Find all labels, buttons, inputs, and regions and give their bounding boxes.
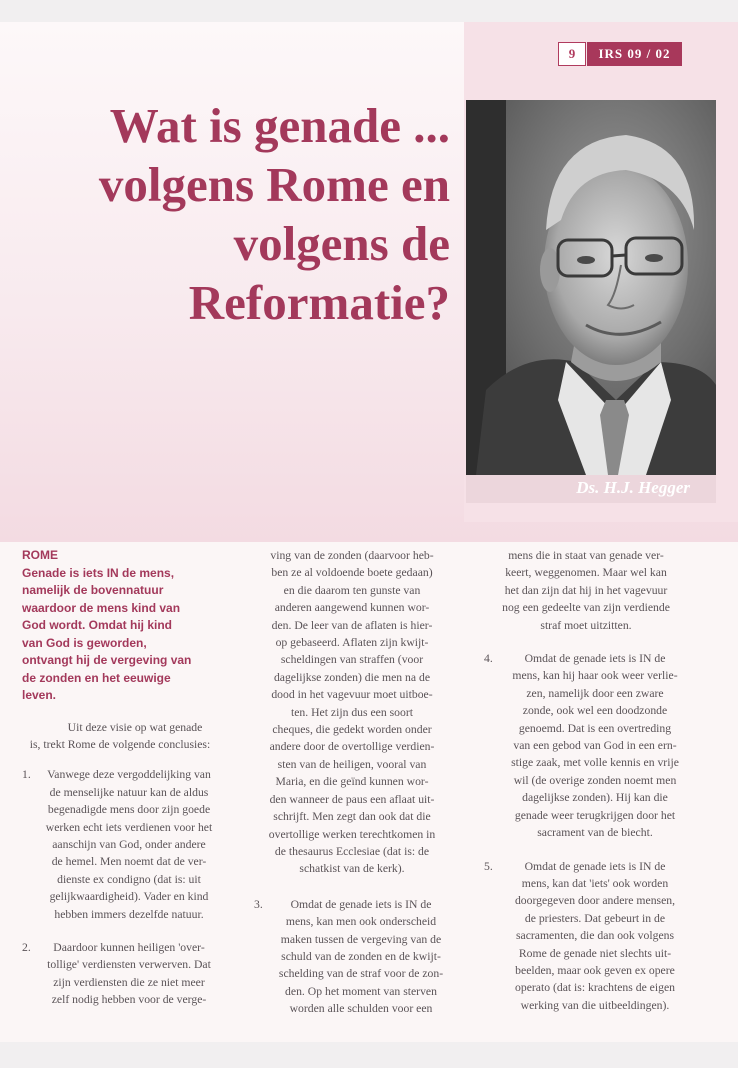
text-line: schrijft. Men zegt dan ook dat die bbox=[273, 810, 431, 824]
lead-line: Genade is iets IN de mens, bbox=[22, 565, 175, 580]
portrait-illustration bbox=[466, 100, 716, 475]
section-heading: ROME bbox=[22, 548, 58, 562]
text-line: doorgegeven door andere mensen, bbox=[514, 894, 676, 908]
text-line: wil (de overige zonden noemt men bbox=[513, 773, 677, 787]
text-line: dood in het vagevuur moet uitboe- bbox=[271, 688, 433, 702]
lead-line: waardoor de mens kind van bbox=[22, 600, 181, 615]
title-line: volgens Rome en bbox=[98, 157, 450, 212]
text-line: scheldingen van straffen (voor bbox=[280, 653, 424, 667]
text-line: de priesters. Dat gebeurt in de bbox=[524, 911, 666, 925]
text-line: tollige' verdiensten verwerven. Dat bbox=[47, 958, 211, 972]
text-line: Rome de genade niet slechts uit- bbox=[518, 946, 672, 960]
text-line: de menselijke natuur kan de aldus bbox=[49, 785, 209, 799]
text-line: Maria, en die geïnd kunnen wor- bbox=[275, 775, 429, 789]
list-item-2 bbox=[22, 939, 218, 1009]
lead-line: leven. bbox=[22, 688, 57, 702]
text-line: mens, kan men ook onderscheid bbox=[285, 915, 437, 929]
list-text bbox=[502, 858, 688, 1015]
text-line: beelden, maar ook geven ex opere bbox=[515, 963, 675, 977]
text-line: mens die in staat van genade ver- bbox=[508, 549, 664, 562]
text-line: Omdat de genade iets is IN de bbox=[290, 897, 432, 911]
text-line: Daardoor kunnen heiligen 'over- bbox=[53, 940, 205, 954]
lead-line: van God is geworden, bbox=[22, 635, 147, 650]
text-line: mens, kan dat 'iets' ook worden bbox=[521, 876, 669, 890]
list-number: 5. bbox=[484, 859, 493, 873]
text-line: ving van de zonden (daarvoor heb- bbox=[270, 549, 434, 562]
text-line: mens, kan hij haar ook weer verlie- bbox=[512, 669, 678, 683]
text-line: van een gebod van God in een ern- bbox=[513, 739, 677, 753]
article-title bbox=[40, 96, 450, 332]
text-line: den. Op het moment van sterven bbox=[285, 984, 437, 998]
text-line: dagelijkse zonden). Hij kan die bbox=[522, 791, 668, 805]
text-line: de hemel. Men noemt dat de ver- bbox=[51, 855, 207, 869]
intro-paragraph bbox=[22, 719, 218, 754]
article-column-1 bbox=[22, 547, 218, 1025]
text-line: overtollige werken terechtkomen in bbox=[268, 827, 436, 841]
list-text bbox=[40, 766, 218, 923]
text-line: aanschijn van God, onder andere bbox=[52, 837, 206, 851]
text-line: Omdat de genade iets is IN de bbox=[524, 859, 666, 873]
text-line: zelf nodig hebben voor de verge- bbox=[51, 993, 207, 1007]
text-line: sten van de heiligen, vooral van bbox=[277, 757, 427, 771]
text-line: den wanneer de paus een aflaat uit- bbox=[269, 792, 435, 806]
text-line: schatkist van de kerk). bbox=[299, 862, 405, 876]
list-number: 2. bbox=[22, 940, 31, 954]
text-line: het dan zijn dat hij in het vagevuur bbox=[504, 583, 668, 597]
photo-caption bbox=[466, 475, 716, 503]
text-line: ben ze al voldoende boete gedaan) bbox=[271, 566, 433, 580]
text-line: begenadigde mens door zijn goede bbox=[47, 803, 211, 817]
text-line: hebben immers dezelfde natuur. bbox=[54, 907, 204, 921]
text-line: dagelijkse zonden) die men na de bbox=[273, 670, 431, 684]
text-line: den. De leer van de aflaten is hier- bbox=[271, 618, 433, 632]
item-2-continuation bbox=[254, 547, 450, 878]
list-item-3 bbox=[254, 896, 450, 1018]
caption-text: Ds. H.J. Hegger bbox=[576, 478, 690, 497]
intro-line: is, trekt Rome de volgende conclusies: bbox=[29, 737, 211, 751]
text-line: op gebaseerd. Aflaten zijn kwijt- bbox=[275, 636, 429, 650]
text-line: maken tussen de vergeving van de bbox=[280, 932, 442, 946]
page-number: 9 bbox=[558, 42, 586, 66]
magazine-page bbox=[0, 22, 738, 1042]
portrait-photo bbox=[466, 100, 716, 475]
text-line: zen, namelijk door een zware bbox=[526, 686, 664, 700]
lead-paragraph bbox=[22, 565, 218, 705]
text-line: genoemd. Dat is een overtreding bbox=[518, 721, 672, 735]
text-line: Vanwege deze vergoddelijking van bbox=[47, 768, 211, 782]
list-text bbox=[40, 939, 218, 1009]
text-line: de thesaurus Ecclesiae (dat is: de bbox=[274, 844, 430, 858]
list-number: 1. bbox=[22, 768, 31, 782]
text-line: gelijkwaardigheid). Vader en kind bbox=[49, 890, 209, 904]
text-line: sacrament van de biecht. bbox=[537, 826, 653, 840]
list-text bbox=[272, 896, 450, 1018]
title-line: Reformatie? bbox=[188, 275, 450, 330]
text-line: stige zaak, met volle kennis en vrije bbox=[511, 756, 679, 770]
title-line: Wat is genade ... bbox=[109, 98, 450, 153]
intro-line: Uit deze visie op wat genade bbox=[67, 720, 203, 734]
text-line: straf moet uitzitten. bbox=[540, 618, 632, 632]
text-line: cheques, die gedekt worden onder bbox=[272, 723, 432, 737]
text-line: werking van die uitbeeldingen). bbox=[520, 998, 670, 1012]
text-line: operato (dat is: krachtens de eigen bbox=[515, 981, 675, 995]
text-line: genade weer terugkrijgen door het bbox=[514, 808, 676, 822]
text-line: andere door de overtollige verdien- bbox=[269, 740, 435, 754]
text-line: nog een gedeelte van zijn verdiende bbox=[502, 601, 670, 615]
text-line: dienste ex condigno (dat is: uit bbox=[57, 872, 201, 886]
text-line: anderen aangewend kunnen wor- bbox=[274, 601, 430, 615]
article-column-3 bbox=[484, 547, 688, 1030]
lead-line: ontvangt hij de vergeving van bbox=[22, 653, 192, 667]
text-line: zonde, ook wel een doodzonde bbox=[522, 704, 668, 718]
text-line: schelding van de straf voor de zon- bbox=[278, 967, 444, 981]
list-text bbox=[502, 650, 688, 841]
article-column-2 bbox=[254, 547, 450, 1034]
text-line: zijn verdiensten die ze niet meer bbox=[53, 975, 205, 989]
lead-line: de zonden en het eeuwige bbox=[22, 670, 171, 685]
lead-line: God wordt. Omdat hij kind bbox=[22, 618, 172, 632]
text-line: schuld van de zonden en de kwijt- bbox=[281, 949, 441, 963]
text-line: worden alle schulden voor een bbox=[289, 1002, 433, 1016]
title-line: volgens de bbox=[233, 216, 450, 271]
text-line: keert, weggenomen. Maar wel kan bbox=[505, 566, 667, 580]
list-number: 4. bbox=[484, 652, 493, 666]
text-line: sacramenten, die dan ook volgens bbox=[515, 929, 675, 943]
text-line: werken echt iets verdienen voor het bbox=[45, 820, 213, 834]
lead-line: namelijk de bovennatuur bbox=[22, 583, 164, 597]
text-line: ten. Het zijn dus een soort bbox=[290, 705, 414, 719]
text-line: Omdat de genade iets is IN de bbox=[524, 652, 666, 666]
issue-label: IRS 09 / 02 bbox=[587, 42, 682, 66]
list-item-1 bbox=[22, 766, 218, 923]
text-line: en die daarom ten gunste van bbox=[283, 583, 421, 597]
list-item-5 bbox=[484, 858, 688, 1015]
item-3-continuation bbox=[484, 547, 688, 634]
list-item-4 bbox=[484, 650, 688, 841]
list-number: 3. bbox=[254, 897, 263, 911]
